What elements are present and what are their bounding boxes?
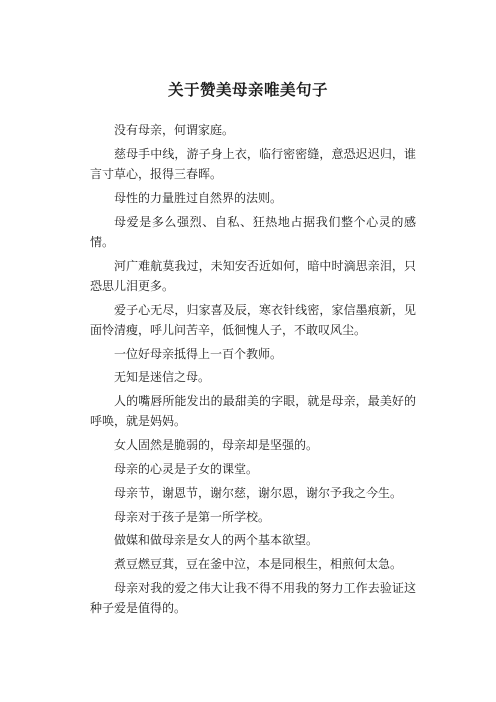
paragraph: 爱子心无尽，归家喜及辰，寒衣针线密，家信墨痕新，见面怜清瘦，呼儿问苦辛，低徊愧人子，不敢叹风尘。 — [90, 302, 416, 337]
paragraph: 没有母亲，何谓家庭。 — [114, 123, 235, 137]
paragraph: 做媒和做母亲是女人的两个基本欲望。 — [114, 533, 319, 548]
paragraph: 母爱是多么强烈、自私、狂热地占据我们整个心灵的感情。 — [90, 214, 416, 249]
paragraph: 母亲节，谢恩节，谢尔慈，谢尔恩，谢尔予我之今生。 — [114, 485, 403, 500]
paragraph: 人的嘴唇所能发出的最甜美的字眼，就是母亲，最美好的呼唤，就是妈妈。 — [90, 394, 416, 429]
paragraph: 一位好母亲抵得上一百个教师。 — [114, 346, 283, 361]
paragraph: 慈母手中线，游子身上衣，临行密密缝，意恐迟迟归，谁言寸草心，报得三春晖。 — [90, 146, 416, 181]
paragraph: 母亲对于孩子是第一所学校。 — [114, 509, 271, 524]
document-title: 关于赞美母亲唯美句子 — [167, 81, 328, 99]
paragraph: 母性的力量胜过自然界的法则。 — [114, 190, 283, 205]
paragraph: 母亲对我的爱之伟大让我不得不用我的努力工作去验证这种子爱是值得的。 — [90, 580, 416, 616]
paragraph-list — [90, 120, 416, 618]
paragraph: 女人固然是脆弱的，母亲却是坚强的。 — [114, 438, 319, 453]
paragraph: 无知是迷信之母。 — [114, 370, 211, 385]
paragraph: 煮豆燃豆萁，豆在釜中泣，本是同根生，相煎何太急。 — [114, 557, 403, 572]
paragraph: 母亲的心灵是子女的课堂。 — [114, 461, 259, 476]
paragraph: 河广难航莫我过，未知安否近如何，暗中时滴思亲泪，只恐思儿泪更多。 — [90, 258, 416, 293]
